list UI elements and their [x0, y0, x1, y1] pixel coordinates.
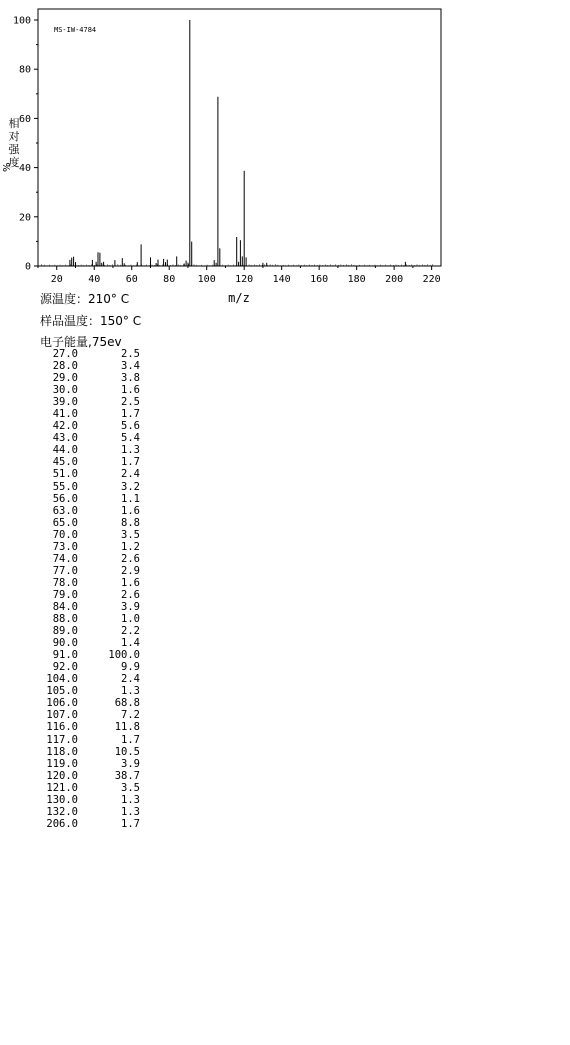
table-cell-intensity: 2.2 [121, 625, 140, 638]
x-tick-label-200: 200 [385, 274, 404, 285]
table-cell-mz: 107.0 [46, 709, 78, 722]
table-row [36, 420, 140, 432]
table-cell-intensity: 3.2 [121, 480, 140, 493]
table-cell-intensity: 100.0 [108, 649, 140, 662]
table-row [36, 384, 140, 396]
table-cell-intensity: 1.6 [121, 384, 140, 397]
table-row [36, 481, 140, 493]
x-tick-label-100: 100 [197, 274, 216, 285]
x-axis-label: m/z [228, 291, 250, 305]
x-tick-label-220: 220 [422, 274, 441, 285]
table-cell-mz: 77.0 [52, 564, 78, 577]
table-row [36, 709, 140, 721]
table-row [36, 685, 140, 697]
table-cell-intensity: 3.9 [121, 757, 140, 770]
table-cell-intensity: 2.4 [121, 673, 140, 686]
y-tick-label-40: 40 [18, 163, 31, 175]
table-cell-intensity: 1.3 [121, 444, 140, 457]
y-axis-label-char-4: 度 [8, 156, 20, 169]
table-cell-mz: 91.0 [52, 649, 78, 662]
x-tick-label-180: 180 [347, 274, 366, 285]
y-tick-label-60: 60 [18, 113, 31, 125]
x-tick-label-160: 160 [310, 274, 329, 285]
table-cell-intensity: 1.0 [121, 613, 140, 626]
y-axis-label-char-2: 对 [8, 130, 20, 143]
table-row [36, 649, 140, 661]
table-cell-intensity: 11.8 [114, 721, 140, 734]
table-cell-mz: 118.0 [46, 745, 78, 758]
table-cell-intensity: 2.5 [121, 396, 140, 409]
x-tick-label-40: 40 [88, 274, 101, 285]
y-tick-label-0: 0 [24, 261, 31, 273]
x-tick-label-60: 60 [125, 274, 138, 285]
table-cell-mz: 30.0 [52, 384, 78, 397]
table-cell-intensity: 8.8 [121, 516, 140, 529]
table-cell-mz: 41.0 [52, 408, 78, 421]
table-cell-mz: 117.0 [46, 733, 78, 746]
y-axis-label [2, 116, 21, 172]
table-cell-intensity: 1.7 [121, 733, 140, 746]
table-row [36, 782, 140, 794]
table-row [36, 625, 140, 637]
table-cell-intensity: 1.6 [121, 576, 140, 589]
table-cell-mz: 120.0 [46, 769, 78, 782]
table-row [36, 734, 140, 746]
table-cell-intensity: 1.3 [121, 793, 140, 806]
table-row [36, 577, 140, 589]
table-cell-intensity: 1.6 [121, 504, 140, 517]
table-cell-mz: 106.0 [46, 697, 78, 710]
table-cell-mz: 73.0 [52, 540, 78, 553]
source-temperature: 源温度：210° C [40, 292, 130, 306]
table-cell-mz: 45.0 [52, 456, 78, 469]
y-tick-label-20: 20 [18, 212, 31, 224]
y-axis-label-char-3: 强 [8, 143, 20, 156]
table-cell-mz: 90.0 [52, 637, 78, 650]
table-cell-mz: 89.0 [52, 625, 78, 638]
table-row [36, 541, 140, 553]
table-cell-mz: 92.0 [52, 661, 78, 674]
table-cell-mz: 42.0 [52, 420, 78, 433]
table-cell-intensity: 3.8 [121, 372, 140, 385]
table-cell-intensity: 1.7 [121, 456, 140, 469]
mass-spectrum-chart [0, 0, 570, 305]
table-cell-mz: 88.0 [52, 613, 78, 626]
y-axis-label-char-1: 相 [8, 117, 20, 130]
table-row [36, 637, 140, 649]
table-cell-mz: 74.0 [52, 552, 78, 565]
table-cell-intensity: 1.1 [121, 492, 140, 505]
table-cell-mz: 27.0 [52, 348, 78, 360]
peak-table-body [36, 348, 140, 830]
table-cell-mz: 116.0 [46, 721, 78, 734]
table-row [36, 456, 140, 468]
table-cell-mz: 43.0 [52, 432, 78, 445]
table-cell-intensity: 1.7 [121, 817, 140, 830]
peak-table [36, 348, 140, 830]
table-row [36, 348, 140, 360]
table-row [36, 553, 140, 565]
table-row [36, 794, 140, 806]
table-cell-intensity: 3.5 [121, 781, 140, 794]
table-cell-mz: 63.0 [52, 504, 78, 517]
table-cell-intensity: 2.5 [121, 348, 140, 360]
table-row [36, 408, 140, 420]
table-cell-intensity: 1.3 [121, 805, 140, 818]
table-row [36, 444, 140, 456]
table-row [36, 589, 140, 601]
table-cell-intensity: 5.4 [121, 432, 140, 445]
table-row [36, 493, 140, 505]
table-row [36, 770, 140, 782]
table-cell-intensity: 38.7 [114, 769, 140, 782]
table-cell-intensity: 1.7 [121, 408, 140, 421]
table-row [36, 432, 140, 444]
table-cell-intensity: 2.6 [121, 588, 140, 601]
peaks-group [70, 20, 406, 266]
table-row [36, 818, 140, 830]
table-row [36, 613, 140, 625]
table-cell-mz: 79.0 [52, 588, 78, 601]
table-cell-mz: 28.0 [52, 360, 78, 373]
table-cell-mz: 84.0 [52, 600, 78, 613]
table-cell-intensity: 3.4 [121, 360, 140, 373]
table-cell-intensity: 3.5 [121, 528, 140, 541]
table-cell-mz: 56.0 [52, 492, 78, 505]
table-cell-mz: 104.0 [46, 673, 78, 686]
table-cell-intensity: 68.8 [114, 697, 140, 710]
table-cell-intensity: 1.4 [121, 637, 140, 650]
table-cell-mz: 70.0 [52, 528, 78, 541]
plot-area [38, 9, 441, 266]
table-cell-intensity: 3.9 [121, 600, 140, 613]
table-row [36, 746, 140, 758]
table-row [36, 806, 140, 818]
table-cell-intensity: 1.2 [121, 540, 140, 553]
sample-temperature: 样品温度：150° C [40, 314, 142, 328]
x-ticks-group [38, 266, 441, 285]
table-cell-intensity: 2.9 [121, 564, 140, 577]
y-tick-label-100: 100 [12, 15, 31, 27]
table-cell-mz: 55.0 [52, 480, 78, 493]
electron-energy: 电子能量,75ev [40, 335, 122, 349]
table-row [36, 372, 140, 384]
table-cell-mz: 132.0 [46, 805, 78, 818]
table-row [36, 360, 140, 372]
table-cell-intensity: 9.9 [121, 661, 140, 674]
y-axis-label-percent: % [2, 162, 13, 172]
table-row [36, 468, 140, 480]
table-row [36, 505, 140, 517]
table-cell-mz: 206.0 [46, 817, 78, 830]
x-tick-label-120: 120 [235, 274, 254, 285]
table-cell-mz: 51.0 [52, 468, 78, 481]
table-cell-intensity: 10.5 [114, 745, 140, 758]
table-cell-mz: 119.0 [46, 757, 78, 770]
table-row [36, 529, 140, 541]
table-row [36, 601, 140, 613]
table-row [36, 517, 140, 529]
table-cell-intensity: 1.3 [121, 685, 140, 698]
table-cell-intensity: 2.4 [121, 468, 140, 481]
table-cell-intensity: 5.6 [121, 420, 140, 433]
table-cell-mz: 44.0 [52, 444, 78, 457]
spectrum-id-label: MS-IW-4784 [54, 26, 97, 34]
table-row [36, 673, 140, 685]
x-tick-label-20: 20 [50, 274, 63, 285]
table-cell-intensity: 2.6 [121, 552, 140, 565]
table-cell-mz: 29.0 [52, 372, 78, 385]
x-tick-label-80: 80 [163, 274, 176, 285]
table-cell-mz: 65.0 [52, 516, 78, 529]
table-cell-mz: 78.0 [52, 576, 78, 589]
table-cell-mz: 39.0 [52, 396, 78, 409]
table-cell-mz: 105.0 [46, 685, 78, 698]
table-row [36, 565, 140, 577]
table-cell-mz: 130.0 [46, 793, 78, 806]
table-row [36, 697, 140, 709]
y-tick-label-80: 80 [18, 64, 31, 76]
table-row [36, 396, 140, 408]
table-row [36, 758, 140, 770]
x-tick-label-140: 140 [272, 274, 291, 285]
table-cell-intensity: 7.2 [121, 709, 140, 722]
table-row [36, 721, 140, 733]
table-cell-mz: 121.0 [46, 781, 78, 794]
table-row [36, 661, 140, 673]
